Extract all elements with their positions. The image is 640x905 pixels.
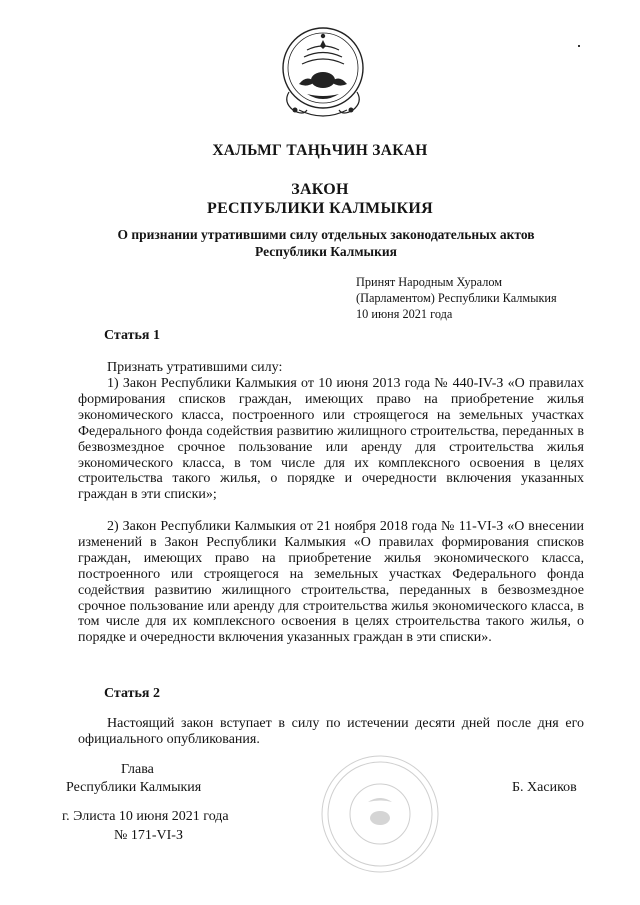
article-1-item-1 xyxy=(78,376,584,503)
paragraph: 2) Закон Республики Калмыкия от 21 ноября 2018 года № 11-VI-З «О внесении изменений в Закон Республики Калмыкия «О правилах формирования списков граждан, имеющих право на приобретение жилья экономического класса, построенного или строящегося на земельных участках Федерального фонда содействия развитию жилищного строительства, переданных в безвозмездное срочное пользование или аренду для строительства жилья экономического класса, в том числе для их комплексного освоения в целях строительства такого жилья, о порядке и очередности включения указанных граждан в эти списки». xyxy=(78,519,584,646)
article-1-item-2 xyxy=(78,519,584,646)
signatory-title: Глава xyxy=(121,762,154,777)
official-seal-icon xyxy=(318,752,442,876)
law-number: № 171-VI-З xyxy=(114,828,183,843)
emblem-icon xyxy=(277,22,369,122)
article-2-heading: Статья 2 xyxy=(104,686,160,701)
adoption-line: (Парламентом) Республики Калмыкия xyxy=(356,291,557,305)
republic-heading: РЕСПУБЛИКИ КАЛМЫКИЯ xyxy=(207,200,433,217)
paragraph: Признать утратившими силу: xyxy=(107,360,283,375)
signatory-name: Б. Хасиков xyxy=(512,780,577,795)
adoption-note xyxy=(356,274,557,322)
paragraph: Настоящий закон вступает в силу по истечении десяти дней после дня его официального опубликования. xyxy=(78,716,584,747)
law-heading: ЗАКОН xyxy=(291,181,349,198)
article-2-text xyxy=(78,716,584,748)
adoption-date: 10 июня 2021 года xyxy=(356,307,453,321)
paragraph: 1) Закон Республики Калмыкия от 10 июня 2013 года № 440-IV-З «О правилах формирования списков граждан, имеющих право на приобретение жилья экономического класса, построенного или строящегося на земельных участках Федерального фонда содействия развитию жилищного строительства, переданных в безвозмездное срочное пользование или аренду для строительства жилья экономического класса, в том числе для их комплексного освоения в целях строительства такого жилья, о порядке и очередности включения указанных граждан в эти списки»; xyxy=(78,376,584,503)
kalmyk-title: ХАЛЬМГ ТАҢҺЧИН ЗАКАН xyxy=(212,142,428,159)
scan-speck xyxy=(578,45,580,47)
signatory-org: Республики Калмыкия xyxy=(66,780,202,795)
article-1-heading: Статья 1 xyxy=(104,328,160,343)
article-1-intro xyxy=(78,360,584,376)
adoption-line: Принят Народным Хуралом xyxy=(356,275,503,289)
place-and-date: г. Элиста 10 июня 2021 года xyxy=(62,809,229,824)
subtitle-line: О признании утратившими силу отдельных законодательных актов xyxy=(117,227,535,242)
law-subtitle xyxy=(0,226,640,260)
subtitle-line: Республики Калмыкия xyxy=(255,244,397,259)
